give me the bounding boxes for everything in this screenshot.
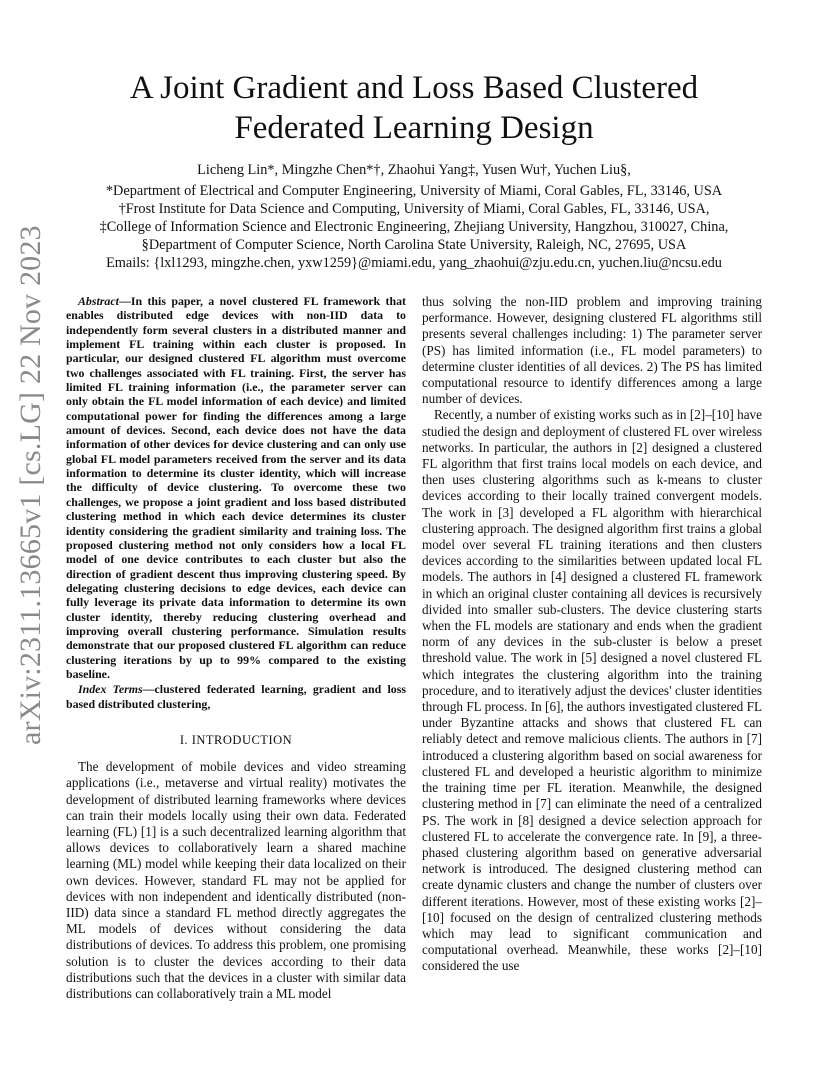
right-paragraph-2: Recently, a number of existing works such as in [2]–[10] have studied the design and deployment of clustered FL over wireless networks. In particular, the authors in [2] designed a clustered FL algorithm that first trains local models on each device, and then uses clustering algorithms such as k-means to cluster devices according to their locally trained convergent models. The work in [3] developed a FL algorithm with hierarchical clustering approach. The designed algorithm first trains a global model over several FL training iterations and then clusters devices according to the similarities between updated local FL models. The authors in [4] designed a clustered FL framework in which an original cluster containing all devices is recursively divided into smaller sub-clusters. The device clustering starts when the FL models are stationary and ends when the gradient norm of any devices in the sub-cluster is below a preset threshold value. The work in [5] designed a novel clustered FL which integrates the clustering algorithm into the training procedure, and to iteratively adjust the devices' cluster identities through FL process. In [6], the authors investigated clustered FL under Byzantine attacks and shows that clustered FL can reliably detect and remove malicious clients. The authors in [7] introduced a clustering algorithm based on social awareness for clustered FL and developed a heuristic algorithm to minimize the training time per FL iteration. Meanwhile, the designed clustering method in [7] can eliminate the need of a centralized PS. The work in [8] designed a device selection approach for clustered FL to accelerate the convergence rate. In [9], a three-phased clustering algorithm based on generative adversarial network is introduced. The designed clustering method can create dynamic clusters and change the number of clusters over different iterations. However, most of these existing works [2]–[10] focused on the design of centralized clustering methods which may lead to significant communication and computational overhead. Meanwhile, these works [2]–[10] considered the use	[422, 407, 762, 974]
title-line-1: A Joint Gradient and Loss Based Clustered	[129, 70, 699, 106]
author-names: Licheng Lin*, Mingzhe Chen*†, Zhaohui Yang‡, Yusen Wu†, Yuchen Liu§,	[197, 162, 631, 178]
left-column	[66, 294, 406, 1002]
index-terms-text: —clustered federated learning, gradient and loss based distributed clustering,	[66, 682, 406, 711]
paper-title	[60, 68, 768, 148]
index-terms-label: Index Terms	[78, 682, 143, 697]
section-heading: I. INTRODUCTION	[179, 732, 293, 747]
right-column	[422, 294, 762, 975]
author-block	[60, 161, 768, 272]
affiliation-4: §Department of Computer Science, North Carolina State University, Raleigh, NC, 27695, USA	[141, 237, 687, 253]
affiliation-3: ‡College of Information Science and Electronic Engineering, Zhejiang University, Hangzhou, 310027, China,	[99, 219, 729, 235]
intro-paragraph-1: The development of mobile devices and video streaming applications (i.e., metaverse and virtual reality) motivates the development of distributed learning frameworks where devices can train their models locally using their own data. Federated learning (FL) [1] is a such decentralized learning algorithm that allows devices to collaboratively learn a shared machine learning (ML) model while keeping their data localized on their own devices. However, standard FL may not be applied for devices with non independent and identically distributed (non-IID) data since a standard FL method directly aggregates the ML models of devices without considering the data distributions of devices. To address this problem, one promising solution is to cluster the devices according to their data distributions such that the devices in a cluster with similar data distributions can collaboratively train a ML model	[66, 759, 406, 1002]
right-paragraph-1: thus solving the non-IID problem and improving training performance. However, designing clustered FL algorithms still presents several challenges including: 1) The parameter server (PS) has limited information (i.e., FL model parameters) to determine cluster identities of all devices. 2) The PS has limited computational resource to identify differences among a large number of devices.	[422, 294, 762, 407]
abstract-label: Abstract	[78, 294, 119, 308]
index-terms	[66, 682, 406, 711]
author-emails: Emails: {lxl1293, mingzhe.chen, yxw1259}@miami.edu, yang_zhaohui@zju.edu.cn, yuchen.liu@ncsu.edu	[106, 255, 722, 271]
abstract-text: —In this paper, a novel clustered FL framework that enables distributed edge devices with non-IID data to independently form several clusters in a distributed manner and implement FL training within each cluster is proposed. In particular, our designed clustered FL algorithm must overcome two challenges associated with FL training. First, the server has limited FL training information (i.e., the parameter server can only obtain the FL model information of each device) and limited computational power for finding the differences among a large amount of devices. Second, each device does not have the data information of other devices for device clustering and can only use global FL model parameters received from the server and its data information to determine its cluster identity, which will increase the difficulty of device clustering. To overcome these two challenges, we propose a joint gradient and loss based distributed clustering method in which each device determines its cluster identity considering the gradient similarity and training loss. The proposed clustering method not only considers how a local FL model of one device contributes to each cluster but also the direction of gradient descent thus improving clustering speed. By delegating clustering decisions to edge devices, each device can fully leverage its private data information to determine its own cluster identity, thereby reducing clustering overhead and improving overall clustering performance. Simulation results demonstrate that our proposed clustered FL algorithm can reduce clustering iterations by up to 99% compared to the existing baseline.	[66, 294, 406, 681]
title-line-2: Federated Learning Design	[234, 110, 594, 146]
affiliation-1: *Department of Electrical and Computer Engineering, University of Miami, Coral Gables, FL, 33146, USA	[105, 183, 723, 199]
affiliation-2: †Frost Institute for Data Science and Computing, University of Miami, Coral Gables, FL, 33146, USA,	[118, 201, 710, 217]
arxiv-identifier: arXiv:2311.13665v1 [cs.LG] 22 Nov 2023	[14, 225, 47, 745]
abstract	[66, 294, 406, 681]
